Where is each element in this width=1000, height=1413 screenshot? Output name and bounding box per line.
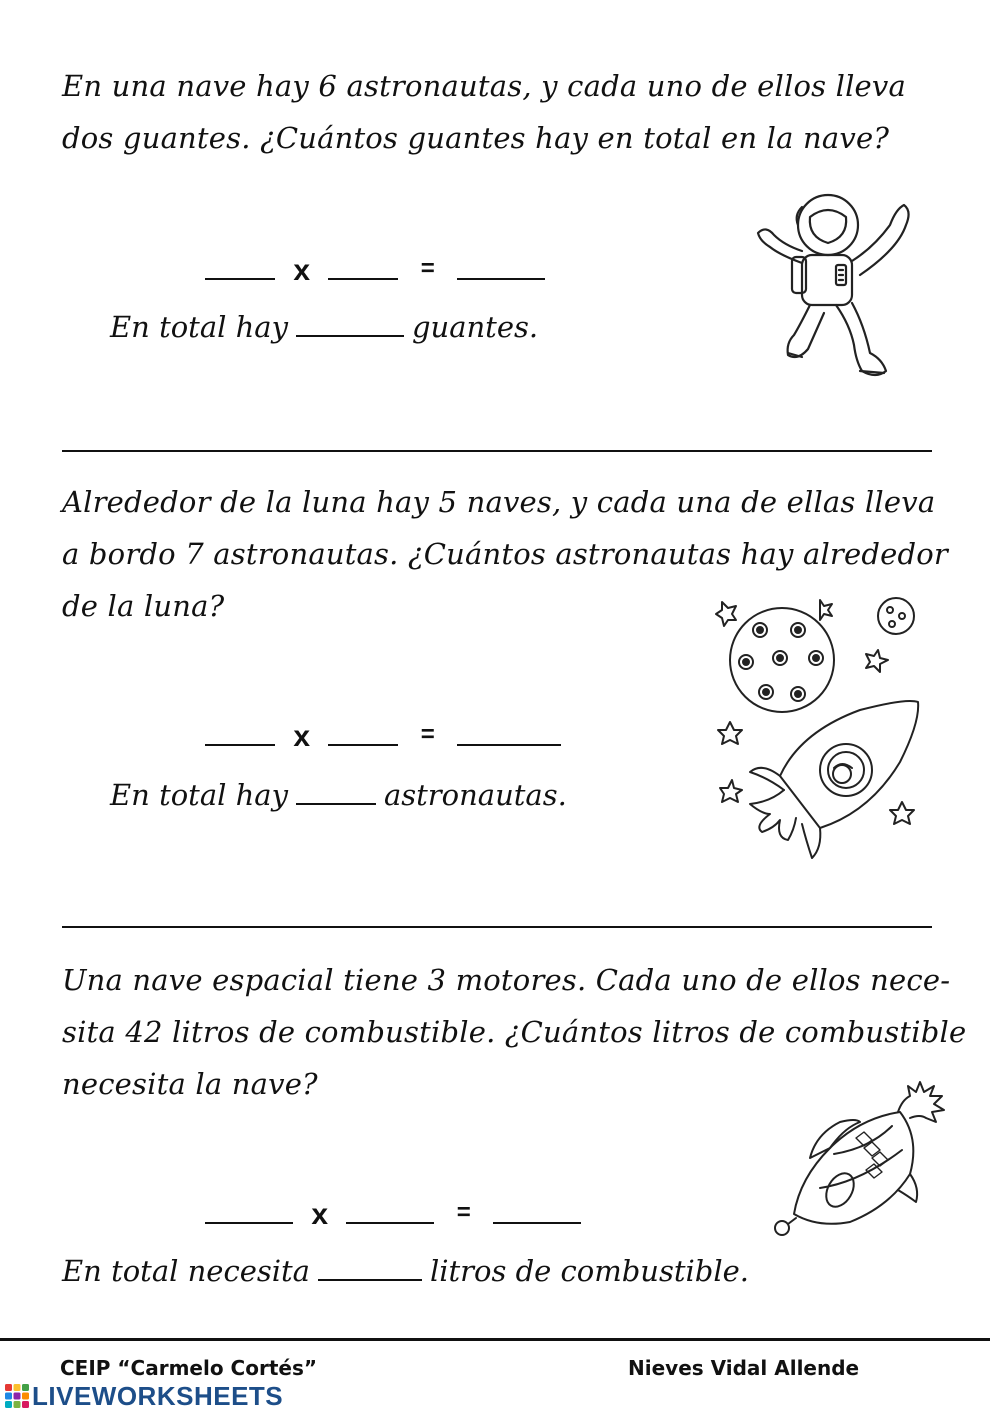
problem-3-line-2: sita 42 litros de combustible. ¿Cuántos litros de combustible: [62, 1015, 967, 1049]
problem-1-answer-suffix: guantes.: [411, 310, 539, 344]
problem-1-answer-input[interactable]: [292, 310, 404, 342]
problem-1-equals: =: [420, 255, 435, 282]
problem-2-line-3: de la luna?: [62, 589, 225, 623]
problem-1-product-input[interactable]: [425, 244, 517, 276]
problem-2-factor-1-input[interactable]: [205, 710, 279, 742]
liveworksheets-grid-icon: [4, 1383, 30, 1409]
problem-3-line-3: necesita la nave?: [62, 1067, 318, 1101]
problem-2-equals: =: [420, 721, 435, 748]
divider-1: [62, 450, 932, 452]
problem-3-answer-input[interactable]: [308, 1254, 416, 1286]
problem-3-equals: =: [456, 1199, 471, 1226]
problem-2-answer-suffix: astronautas.: [383, 778, 567, 812]
problem-2-line-1: Alrededor de la luna hay 5 naves, y cada una de ellas lleva: [62, 485, 936, 519]
problem-1-line-1: En una nave hay 6 astronautas, y cada uno de ellos lleva: [62, 69, 906, 103]
problem-2-product-input[interactable]: [425, 710, 533, 742]
school-name: CEIP “Carmelo Cortés”: [60, 1356, 318, 1380]
moon-craters-icon: [739, 623, 823, 701]
liveworksheets-wordmark: LIVEWORKSHEETS: [32, 1380, 284, 1411]
divider-2: [62, 926, 932, 928]
problem-2-operator: x: [293, 720, 311, 753]
problem-1-answer-prefix: En total hay: [110, 310, 288, 344]
problem-3-line-1: Una nave espacial tiene 3 motores. Cada uno de ellos nece-: [62, 963, 951, 997]
problem-3-product-input[interactable]: [468, 1188, 560, 1220]
problem-2-line-2: a bordo 7 astronautas. ¿Cuántos astronautas hay alrededor: [62, 537, 948, 571]
astronaut-illustration: [750, 185, 920, 385]
problem-2-factor-2-input[interactable]: [314, 710, 388, 742]
problem-1-line-2: dos guantes. ¿Cuántos guantes hay en total en la nave?: [62, 121, 890, 155]
author-name: Nieves Vidal Allende: [628, 1356, 860, 1380]
problem-3-factor-2-input[interactable]: [338, 1188, 430, 1220]
problem-1-operator: x: [293, 254, 311, 287]
problem-3-operator: x: [311, 1198, 329, 1231]
problem-3-factor-1-input[interactable]: [205, 1188, 297, 1220]
problem-2-answer-prefix: En total hay: [110, 778, 288, 812]
problem-1-factor-2-input[interactable]: [314, 244, 388, 276]
liveworksheets-logo: [4, 1382, 283, 1410]
problem-1-factor-1-input[interactable]: [205, 244, 279, 276]
rocket-illustration: [770, 1078, 950, 1238]
footer-divider: [0, 1338, 990, 1341]
moon-rocket-illustration: [710, 592, 940, 867]
problem-3-answer-prefix: En total necesita: [62, 1254, 310, 1288]
problem-1-text: [62, 60, 906, 164]
problem-3-answer-suffix: litros de combustible.: [429, 1254, 750, 1288]
problem-2-answer-input[interactable]: [292, 778, 376, 810]
